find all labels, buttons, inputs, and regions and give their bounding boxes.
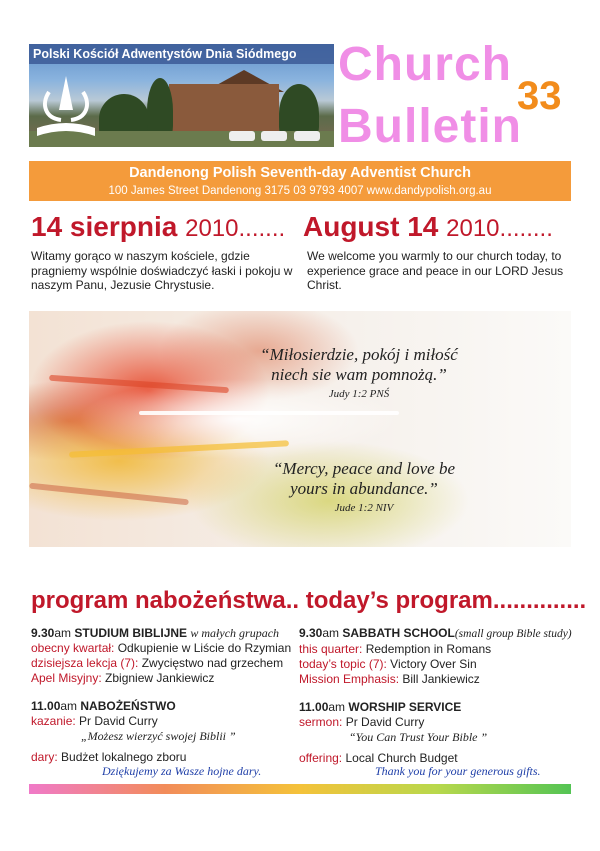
quote-polish-line2: niech sie wam pomnożą.” — [271, 365, 447, 384]
en-mission: Mission Emphasis: Bill Jankiewicz — [299, 672, 480, 686]
en-quarter: this quarter: Redemption in Romans — [299, 642, 492, 656]
en-topic: today’s topic (7): Victory Over Sin — [299, 657, 477, 671]
scripture-artwork — [29, 311, 571, 547]
church-photo — [29, 44, 334, 147]
title-bulletin: Bulletin — [338, 100, 522, 153]
church-address: 100 James Street Dandenong 3175 03 9793 4007 www.dandypolish.org.au — [108, 185, 492, 197]
pl-mission: Apel Misyjny: Zbigniew Jankiewicz — [31, 671, 215, 685]
denomination-banner: Polski Kościół Adwentystów Dnia Siódmego — [29, 44, 334, 64]
pl-sermon-title: „Możesz wierzyć swojej Biblii ” — [81, 729, 236, 743]
issue-number: 33 — [517, 74, 562, 118]
scripture-quote-english — [249, 459, 479, 515]
pl-quarter: obecny kwartał: Odkupienie w Liście do Rzymian — [31, 641, 292, 655]
date-polish-year: 2010....... — [185, 215, 286, 242]
quote-english-reference: Jude 1:2 NIV — [334, 502, 394, 514]
date-english-main: August 14 — [303, 211, 439, 242]
pl-sermon: kazanie: Pr David Curry — [31, 714, 158, 728]
rainbow-divider — [29, 784, 571, 794]
en-session2-heading: 11.00am WORSHIP SERVICE — [299, 700, 462, 714]
welcome-polish: Witamy gorąco w naszym kościele, gdzie pragniemy wspólnie doświadczyć łaski i pokoju w naszym Panu, Jezusie Chrystusie. — [31, 249, 293, 292]
date-polish-main: 14 sierpnia — [31, 211, 178, 242]
thanks-polish: Dziękujemy za Wasze hojne dary. — [102, 764, 262, 778]
welcome-english: We welcome you warmly to our church today, to experience grace and peace in our LORD Jesus Christ. — [307, 249, 564, 292]
church-name: Dandenong Polish Seventh-day Adventist Church — [129, 165, 471, 181]
en-offering: offering: Local Church Budget — [299, 751, 458, 765]
program-english — [299, 626, 571, 766]
program-title: program nabożeństwa.. today’s program.............. — [31, 587, 587, 614]
date-english — [303, 210, 553, 246]
en-session1-heading: 9.30am SABBATH SCHOOL(small group Bible study) — [299, 626, 572, 640]
en-sermon: sermon: Pr David Curry — [299, 715, 425, 729]
quote-polish-reference: Judy 1:2 PNŚ — [328, 388, 390, 400]
thanks-english: Thank you for your generous gifts. — [375, 764, 541, 778]
date-polish — [31, 210, 285, 246]
quote-polish-line1: “Miłosierdzie, pokój i miłość — [260, 345, 458, 364]
date-english-year: 2010........ — [446, 215, 553, 242]
en-sermon-title: “You Can Trust Your Bible ” — [349, 730, 488, 744]
scripture-quote-polish — [229, 345, 489, 401]
quote-english-line2: yours in abundance.” — [290, 479, 438, 498]
adventist-logo-icon — [31, 70, 101, 146]
church-info-bar — [29, 161, 571, 201]
program-polish — [31, 626, 303, 765]
pl-session1-heading: 9.30am STUDIUM BIBLIJNE w małych grupach — [31, 626, 280, 640]
pl-lesson: dzisiejsza lekcja (7): Zwycięstwo nad grzechem — [31, 656, 284, 670]
title-church: Church — [338, 38, 512, 91]
pl-session2-heading: 11.00am NABOŻEŃSTWO — [31, 699, 176, 713]
pl-offering: dary: Budżet lokalnego zboru — [31, 750, 187, 764]
quote-english-line1: “Mercy, peace and love be — [272, 459, 456, 478]
